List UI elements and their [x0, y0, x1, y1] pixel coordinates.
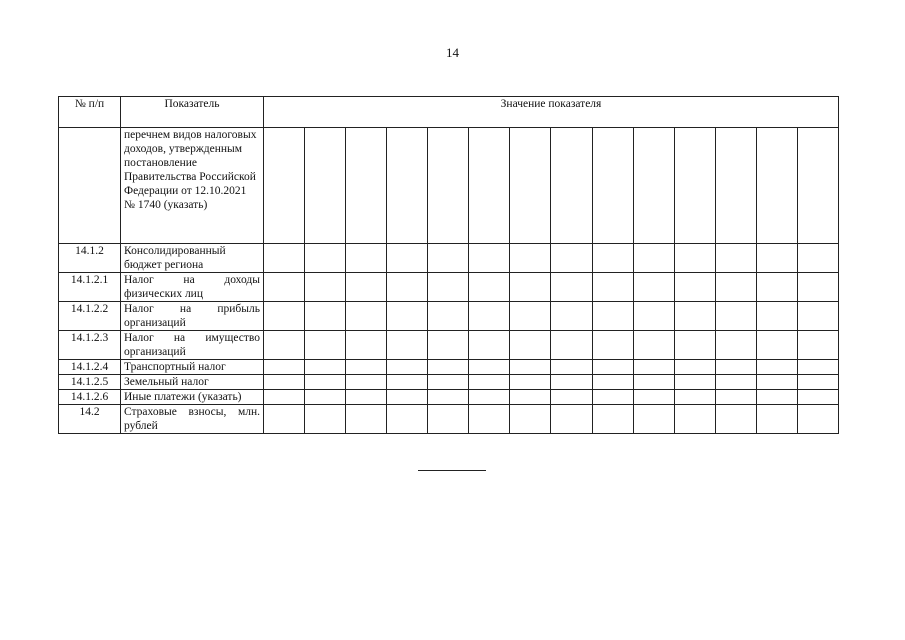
value-cell	[469, 302, 510, 331]
value-cell	[756, 128, 797, 244]
value-cell	[592, 390, 633, 405]
value-cell	[551, 375, 592, 390]
row-indicator: Иные платежи (указать)	[121, 390, 264, 405]
table-row	[59, 360, 839, 375]
value-cell	[715, 331, 756, 360]
value-cell	[305, 360, 346, 375]
row-number	[59, 128, 121, 244]
value-cell	[305, 128, 346, 244]
value-cell	[756, 302, 797, 331]
value-cell	[346, 273, 387, 302]
value-cell	[592, 405, 633, 434]
value-cell	[387, 405, 428, 434]
indicator-table	[58, 96, 839, 434]
value-cell	[469, 128, 510, 244]
table-row	[59, 375, 839, 390]
value-cell	[756, 360, 797, 375]
value-cell	[428, 360, 469, 375]
row-indicator: Налог на доходы физических лиц	[121, 273, 264, 302]
value-cell	[592, 375, 633, 390]
row-indicator: Страховые взносы, млн. рублей	[121, 405, 264, 434]
value-cell	[305, 331, 346, 360]
table-row	[59, 273, 839, 302]
row-number: 14.1.2.5	[59, 375, 121, 390]
value-cell	[387, 273, 428, 302]
value-cell	[469, 273, 510, 302]
value-cell	[633, 405, 674, 434]
value-cell	[387, 331, 428, 360]
value-cell	[346, 244, 387, 273]
header-value: Значение показателя	[264, 97, 839, 128]
value-cell	[346, 331, 387, 360]
value-cell	[428, 390, 469, 405]
row-indicator: Налог на прибыль организаций	[121, 302, 264, 331]
value-cell	[264, 273, 305, 302]
value-cell	[305, 244, 346, 273]
value-cell	[551, 390, 592, 405]
value-cell	[469, 375, 510, 390]
value-cell	[428, 273, 469, 302]
value-cell	[551, 273, 592, 302]
value-cell	[756, 331, 797, 360]
row-indicator: Консолидированный бюджет региона	[121, 244, 264, 273]
value-cell	[633, 128, 674, 244]
value-cell	[797, 128, 838, 244]
table-row	[59, 405, 839, 434]
value-cell	[715, 405, 756, 434]
value-cell	[674, 360, 715, 375]
value-cell	[674, 405, 715, 434]
value-cell	[346, 128, 387, 244]
value-cell	[715, 390, 756, 405]
value-cell	[387, 302, 428, 331]
value-cell	[551, 360, 592, 375]
value-cell	[510, 360, 551, 375]
value-cell	[756, 405, 797, 434]
value-cell	[428, 302, 469, 331]
value-cell	[469, 331, 510, 360]
value-cell	[264, 405, 305, 434]
value-cell	[592, 128, 633, 244]
value-cell	[633, 375, 674, 390]
value-cell	[797, 390, 838, 405]
value-cell	[715, 128, 756, 244]
value-cell	[551, 302, 592, 331]
value-cell	[797, 273, 838, 302]
value-cell	[674, 244, 715, 273]
value-cell	[551, 244, 592, 273]
table-body	[59, 128, 839, 434]
value-cell	[428, 375, 469, 390]
value-cell	[305, 405, 346, 434]
value-cell	[592, 360, 633, 375]
value-cell	[633, 360, 674, 375]
header-indicator: Показатель	[121, 97, 264, 128]
value-cell	[510, 128, 551, 244]
row-number: 14.1.2.6	[59, 390, 121, 405]
value-cell	[387, 390, 428, 405]
value-cell	[633, 331, 674, 360]
value-cell	[346, 390, 387, 405]
row-number: 14.1.2.4	[59, 360, 121, 375]
value-cell	[264, 375, 305, 390]
value-cell	[510, 375, 551, 390]
value-cell	[510, 302, 551, 331]
value-cell	[674, 273, 715, 302]
value-cell	[797, 375, 838, 390]
value-cell	[592, 331, 633, 360]
value-cell	[387, 360, 428, 375]
value-cell	[756, 244, 797, 273]
value-cell	[756, 375, 797, 390]
value-cell	[633, 302, 674, 331]
table-header-row	[59, 97, 839, 128]
value-cell	[633, 390, 674, 405]
row-indicator: Транспортный налог	[121, 360, 264, 375]
value-cell	[633, 273, 674, 302]
value-cell	[305, 302, 346, 331]
value-cell	[551, 331, 592, 360]
value-cell	[264, 244, 305, 273]
value-cell	[756, 273, 797, 302]
table-row	[59, 390, 839, 405]
row-indicator: перечнем видов налоговых доходов, утвержденным постановление Правительства Российской Федерации от 12.10.2021 № 1740 (указать)	[121, 128, 264, 244]
value-cell	[510, 405, 551, 434]
value-cell	[428, 244, 469, 273]
value-cell	[387, 375, 428, 390]
value-cell	[387, 128, 428, 244]
value-cell	[797, 405, 838, 434]
value-cell	[305, 375, 346, 390]
value-cell	[428, 405, 469, 434]
value-cell	[264, 128, 305, 244]
value-cell	[797, 331, 838, 360]
value-cell	[510, 331, 551, 360]
value-cell	[469, 244, 510, 273]
table-row	[59, 128, 839, 244]
value-cell	[346, 302, 387, 331]
table-row	[59, 331, 839, 360]
value-cell	[510, 390, 551, 405]
row-number: 14.1.2	[59, 244, 121, 273]
value-cell	[551, 128, 592, 244]
value-cell	[346, 360, 387, 375]
row-number: 14.2	[59, 405, 121, 434]
value-cell	[305, 273, 346, 302]
value-cell	[674, 375, 715, 390]
value-cell	[469, 390, 510, 405]
value-cell	[674, 302, 715, 331]
table-row	[59, 302, 839, 331]
value-cell	[469, 360, 510, 375]
value-cell	[264, 360, 305, 375]
value-cell	[551, 405, 592, 434]
value-cell	[674, 331, 715, 360]
table-row	[59, 244, 839, 273]
value-cell	[715, 360, 756, 375]
value-cell	[346, 375, 387, 390]
value-cell	[674, 128, 715, 244]
value-cell	[305, 390, 346, 405]
value-cell	[797, 302, 838, 331]
page-number: 14	[446, 45, 459, 60]
value-cell	[715, 302, 756, 331]
value-cell	[715, 273, 756, 302]
value-cell	[674, 390, 715, 405]
row-number: 14.1.2.1	[59, 273, 121, 302]
value-cell	[797, 360, 838, 375]
value-cell	[387, 244, 428, 273]
value-cell	[797, 244, 838, 273]
value-cell	[428, 331, 469, 360]
value-cell	[264, 390, 305, 405]
value-cell	[592, 244, 633, 273]
row-number: 14.1.2.2	[59, 302, 121, 331]
value-cell	[346, 405, 387, 434]
value-cell	[428, 128, 469, 244]
value-cell	[592, 273, 633, 302]
value-cell	[510, 244, 551, 273]
row-number: 14.1.2.3	[59, 331, 121, 360]
value-cell	[715, 375, 756, 390]
value-cell	[592, 302, 633, 331]
end-rule-divider	[418, 470, 486, 471]
value-cell	[264, 302, 305, 331]
value-cell	[264, 331, 305, 360]
value-cell	[469, 405, 510, 434]
value-cell	[756, 390, 797, 405]
value-cell	[510, 273, 551, 302]
row-indicator: Налог на имущество организаций	[121, 331, 264, 360]
header-num: № п/п	[59, 97, 121, 128]
value-cell	[633, 244, 674, 273]
value-cell	[715, 244, 756, 273]
row-indicator: Земельный налог	[121, 375, 264, 390]
